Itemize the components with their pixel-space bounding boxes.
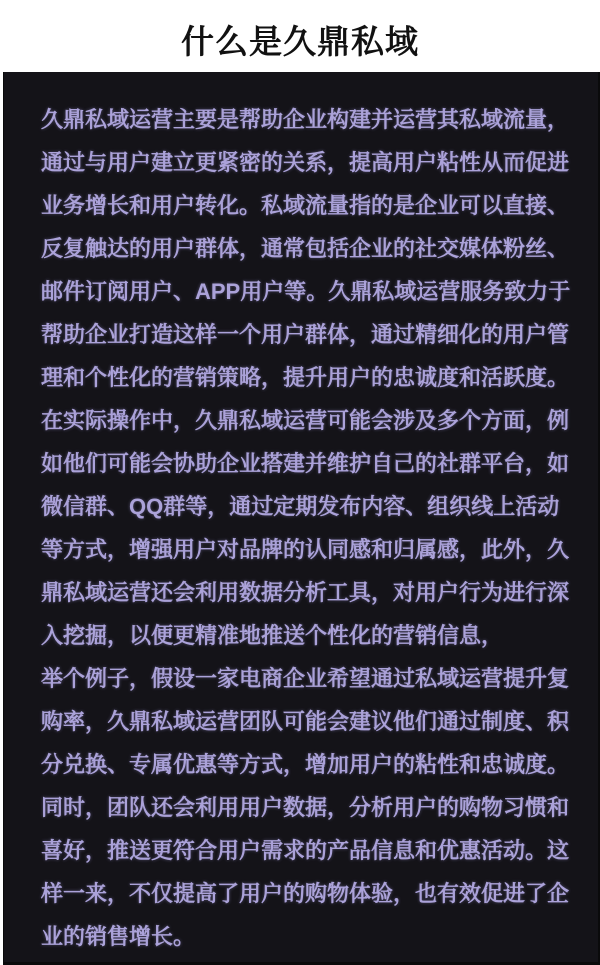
body-text-line: 举个例子，假设一家电商企业希望通过私域运营提升复	[41, 666, 570, 691]
body-text-line: 微信群、QQ群等，通过定期发布内容、组织线上活动	[41, 494, 560, 519]
body-text-line: 反复触达的用户群体，通常包括企业的社交媒体粉丝、	[41, 236, 570, 261]
body-text-line: 业的销售增长。	[41, 924, 196, 949]
body-text-line: 久鼎私域运营主要是帮助企业构建并运营其私域流量，	[41, 107, 570, 132]
body-text-line: 在实际操作中，久鼎私域运营可能会涉及多个方面，例	[41, 408, 570, 433]
body-text-line: 通过与用户建立更紧密的关系，提高用户粘性从而促进	[41, 150, 570, 175]
body-text-line: 分兑换、专属优惠等方式，增加用户的粘性和忠诚度。	[41, 752, 570, 777]
page-title: 什么是久鼎私域	[181, 22, 419, 60]
body-text-line: 鼎私域运营还会利用数据分析工具，对用户行为进行深	[41, 580, 570, 605]
content-panel	[3, 72, 600, 965]
body-text-line: 帮助企业打造这样一个用户群体，通过精细化的用户管	[41, 322, 570, 347]
body-text-line: 购率，久鼎私域运营团队可能会建议他们通过制度、积	[41, 709, 570, 734]
body-text-line: 同时，团队还会利用用户数据，分析用户的购物习惯和	[41, 795, 570, 820]
body-text-line: 入挖掘，以便更精准地推送个性化的营销信息，	[41, 623, 504, 648]
article-body	[4, 72, 598, 958]
body-text-line: 喜好，推送更符合用户需求的产品信息和优惠活动。这	[41, 838, 570, 863]
body-text-line: 理和个性化的营销策略，提升用户的忠诚度和活跃度。	[41, 365, 570, 390]
page-header	[0, 0, 600, 72]
body-text-line: 样一来，不仅提高了用户的购物体验，也有效促进了企	[41, 881, 570, 906]
body-text-line: 业务增长和用户转化。私域流量指的是企业可以直接、	[41, 193, 570, 218]
body-text-line: 等方式，增强用户对品牌的认同感和归属感，此外，久	[41, 537, 570, 562]
body-text-line: 如他们可能会协助企业搭建并维护自己的社群平台，如	[41, 451, 570, 476]
body-text-line: 邮件订阅用户、APP用户等。久鼎私域运营服务致力于	[41, 279, 571, 304]
